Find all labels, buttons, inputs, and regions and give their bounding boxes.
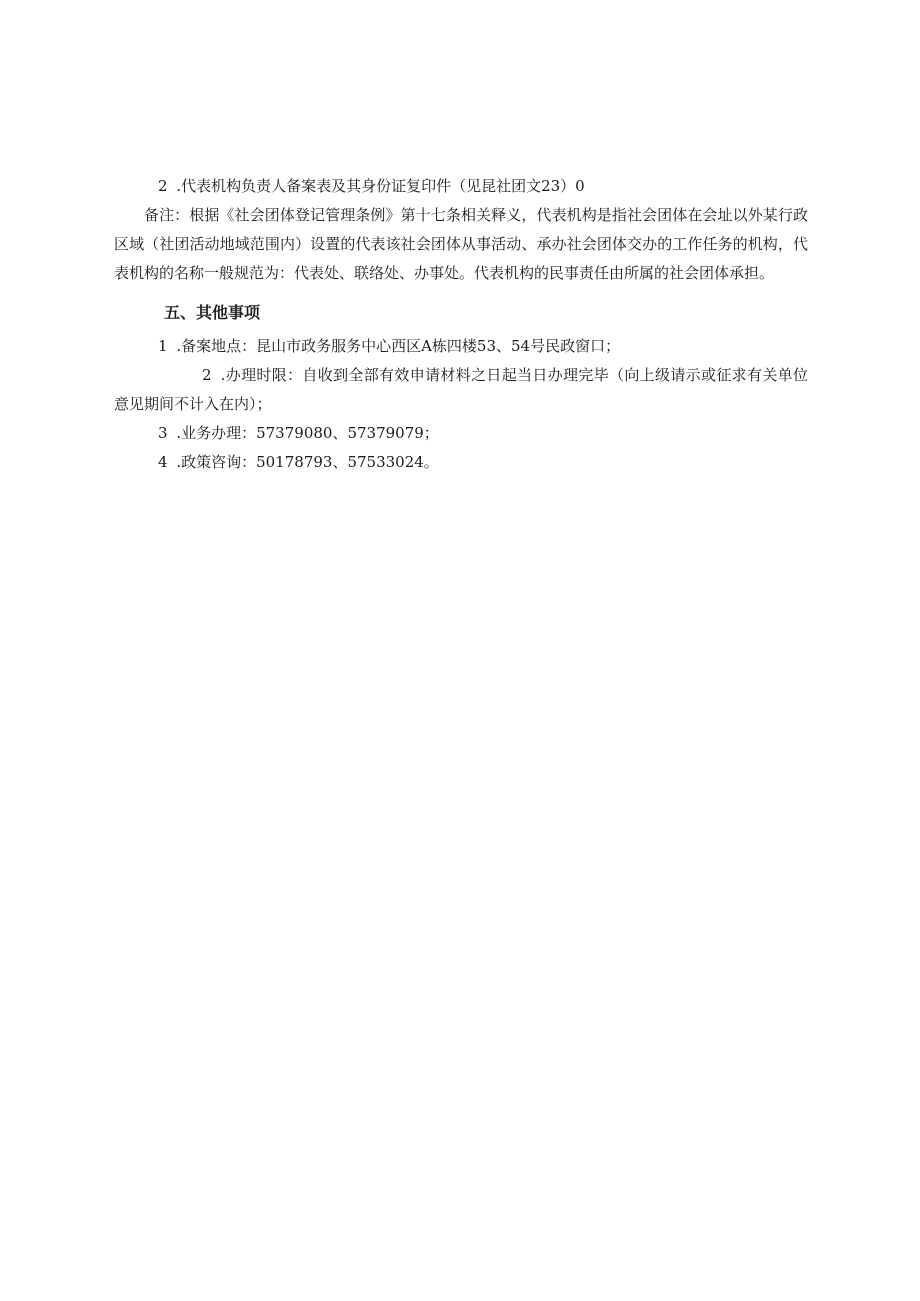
list-item-representative-head-form <box>114 172 808 201</box>
list-item-number: 2 <box>202 366 212 384</box>
note-paragraph: 备注：根据《社会团体登记管理条例》第十七条相关释义，代表机构是指社会团体在会址以外某行政区域（社团活动地域范围内）设置的代表该社会团体从事活动、承办社会团体交办的工作任务的机构，代表机构的名称一般规范为：代表处、联络处、办事处。代表机构的民事责任由所属的社会团体承担。 <box>114 206 808 282</box>
list-item-number: 3 <box>158 424 168 442</box>
list-item-business-phone <box>114 419 808 448</box>
list-item-text: .业务办理：57379080、57379079； <box>176 424 439 442</box>
list-item-text: .办理时限：自收到全部有效申请材料之日起当日办理完毕（向上级请示或征求有关单位意见期间不计入在内）； <box>114 366 808 413</box>
list-item-policy-phone <box>114 448 808 477</box>
section-heading-other-matters: 五、其他事项 <box>164 303 261 322</box>
list-item-number: 1 <box>158 337 168 355</box>
list-item-processing-time <box>114 361 808 419</box>
list-item-number: 2 <box>158 177 168 195</box>
list-item-filing-location <box>114 332 808 361</box>
document-page <box>114 172 808 477</box>
list-item-text: .政策咨询：50178793、57533024。 <box>176 453 439 471</box>
list-item-text: .备案地点：昆山市政务服务中心西区A栋四楼53、54号民政窗口； <box>176 337 621 355</box>
list-item-number: 4 <box>158 453 168 471</box>
list-item-text: .代表机构负责人备案表及其身份证复印件（见昆社团文23）0 <box>176 177 585 195</box>
